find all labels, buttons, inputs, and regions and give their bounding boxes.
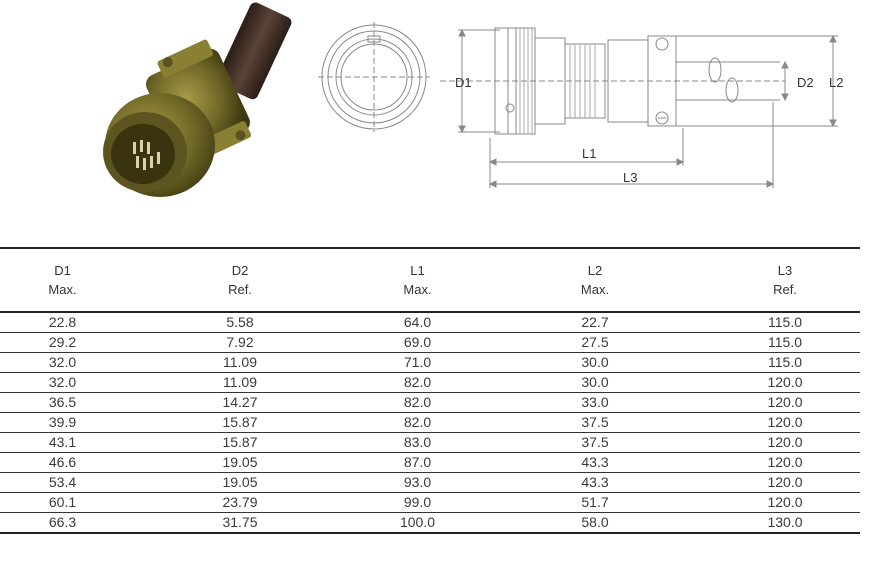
connector-photo (0, 0, 300, 235)
table-cell: 82.0 (403, 394, 432, 410)
header-l1: L1 Max. (403, 263, 432, 297)
side-view-drawing (440, 18, 860, 198)
table-cell: 29.2 (48, 334, 77, 350)
table-row (0, 333, 860, 353)
table-cell: 22.8 (48, 314, 77, 330)
table-cell: 66.3 (48, 514, 77, 530)
table-cell: 32.0 (48, 354, 77, 370)
header-l2: L2 Max. (580, 263, 610, 297)
table-cell: 11.09 (223, 374, 257, 390)
dimension-table (0, 247, 860, 534)
table-cell: 43.1 (48, 434, 77, 450)
table-row (0, 312, 860, 333)
table-cell: 5.58 (226, 314, 254, 330)
table-cell: 64.0 (403, 314, 432, 330)
table-row (0, 433, 860, 453)
table-header-row (0, 248, 860, 312)
table-cell: 120.0 (767, 394, 803, 410)
table-cell: 82.0 (403, 374, 432, 390)
table-cell: 120.0 (767, 474, 803, 490)
table-cell: 58.0 (581, 514, 609, 530)
table-cell: 33.0 (581, 394, 609, 410)
table-row (0, 493, 860, 513)
table-cell: 36.5 (48, 394, 77, 410)
table-cell: 22.7 (581, 314, 609, 330)
front-view-drawing (318, 22, 430, 132)
table-cell: 82.0 (403, 414, 432, 430)
table-cell: 115.0 (768, 314, 802, 330)
table-cell: 120.0 (767, 494, 803, 510)
l2-label: L2 (829, 75, 844, 90)
table-cell: 115.0 (768, 354, 802, 370)
table-cell: 120.0 (767, 414, 803, 430)
table-cell: 51.7 (581, 494, 609, 510)
table-cell: 19.05 (222, 474, 258, 490)
d2-label: D2 (797, 75, 814, 90)
table-cell: 19.05 (222, 454, 258, 470)
d1-label: D1 (455, 75, 472, 90)
table-cell: 120.0 (767, 374, 803, 390)
table-cell: 30.0 (581, 374, 609, 390)
header-d1: D1 Max. (48, 263, 77, 297)
table-cell: 130.0 (767, 514, 803, 530)
table-row (0, 373, 860, 393)
table-cell: 53.4 (48, 474, 77, 490)
table-cell: 27.5 (581, 334, 609, 350)
table-cell: 37.5 (581, 414, 609, 430)
table-cell: 30.0 (581, 354, 609, 370)
table-row (0, 513, 860, 534)
header-l3: L3 Ref. (773, 263, 797, 297)
table-cell: 115.0 (768, 334, 802, 350)
table-cell: 43.3 (581, 474, 609, 490)
table-cell: 14.27 (222, 394, 258, 410)
table-cell: 43.3 (581, 454, 609, 470)
table-cell: 83.0 (403, 434, 432, 450)
table-cell: 32.0 (48, 374, 77, 390)
table-cell: 31.75 (222, 514, 258, 530)
table-cell: 100.0 (399, 514, 436, 530)
table-cell: 87.0 (403, 454, 432, 470)
table-row (0, 453, 860, 473)
table-row (0, 353, 860, 373)
table-cell: 120.0 (767, 434, 803, 450)
l3-label: L3 (623, 170, 638, 185)
table-cell: 37.5 (581, 434, 609, 450)
table-cell: 99.0 (403, 494, 432, 510)
table-cell: 15.87 (222, 414, 258, 430)
table-row (0, 413, 860, 433)
table-cell: 15.87 (222, 434, 258, 450)
table-row (0, 473, 860, 493)
table-cell: 39.9 (48, 414, 77, 430)
table-cell: 120.0 (767, 454, 803, 470)
table-cell: 60.1 (48, 494, 77, 510)
table-cell: 46.6 (48, 454, 77, 470)
table-row (0, 393, 860, 413)
l1-label: L1 (582, 146, 597, 161)
table-cell: 71.0 (403, 354, 432, 370)
table-cell: 93.0 (403, 474, 432, 490)
header-d2: D2 Ref. (228, 263, 252, 297)
table-cell: 7.92 (226, 334, 254, 350)
table-cell: 69.0 (403, 334, 432, 350)
table-cell: 23.79 (222, 494, 258, 510)
table-cell: 11.09 (223, 354, 257, 370)
